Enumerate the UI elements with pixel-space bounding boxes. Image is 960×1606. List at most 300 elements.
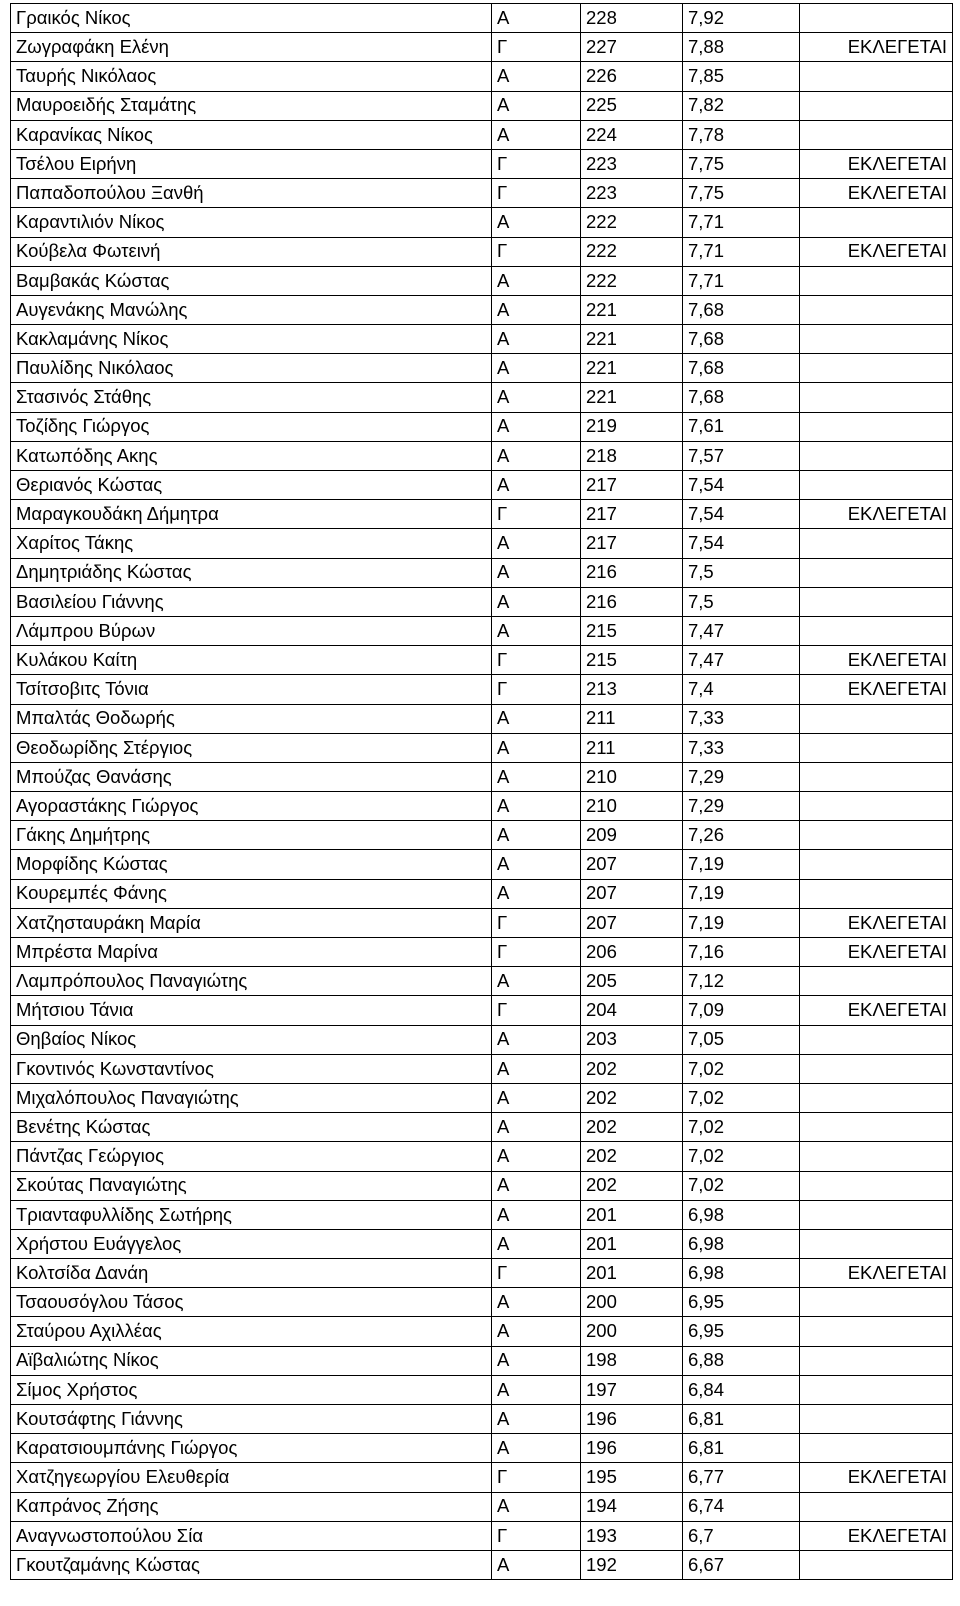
candidate-group: Γ xyxy=(492,237,581,266)
candidate-score: 6,81 xyxy=(683,1434,800,1463)
candidate-group: Α xyxy=(492,850,581,879)
table-row xyxy=(11,850,953,879)
candidate-name: Λαμπρόπουλος Παναγιώτης xyxy=(11,967,492,996)
table-row xyxy=(11,1025,953,1054)
table-row xyxy=(11,967,953,996)
candidate-score: 7,68 xyxy=(683,325,800,354)
candidate-group: Α xyxy=(492,558,581,587)
candidate-status: ΕΚΛΕΓΕΤΑΙ xyxy=(800,1521,953,1550)
candidate-status xyxy=(800,967,953,996)
candidate-name: Μπούζας Θανάσης xyxy=(11,762,492,791)
candidate-group: Α xyxy=(492,1171,581,1200)
candidate-name: Τριανταφυλλίδης Σωτήρης xyxy=(11,1200,492,1229)
table-row xyxy=(11,1492,953,1521)
candidate-status xyxy=(800,295,953,324)
candidate-name: Βενέτης Κώστας xyxy=(11,1113,492,1142)
table-row xyxy=(11,1375,953,1404)
candidate-status xyxy=(800,208,953,237)
table-row xyxy=(11,237,953,266)
candidate-score: 7,82 xyxy=(683,91,800,120)
table-row xyxy=(11,646,953,675)
table-row xyxy=(11,821,953,850)
candidate-score: 7,68 xyxy=(683,383,800,412)
candidate-name: Θεριανός Κώστας xyxy=(11,471,492,500)
candidate-name: Αγοραστάκης Γιώργος xyxy=(11,792,492,821)
candidate-status xyxy=(800,1288,953,1317)
candidate-group: Α xyxy=(492,1054,581,1083)
candidate-group: Α xyxy=(492,704,581,733)
table-row xyxy=(11,62,953,91)
candidate-group: Α xyxy=(492,1142,581,1171)
candidate-group: Α xyxy=(492,1025,581,1054)
table-row xyxy=(11,1405,953,1434)
candidate-votes: 215 xyxy=(581,616,683,645)
candidate-status xyxy=(800,1434,953,1463)
candidate-score: 7,54 xyxy=(683,500,800,529)
candidate-score: 7,71 xyxy=(683,208,800,237)
candidate-votes: 204 xyxy=(581,996,683,1025)
results-table xyxy=(10,3,953,1580)
table-row xyxy=(11,938,953,967)
candidate-score: 7,19 xyxy=(683,850,800,879)
candidate-votes: 223 xyxy=(581,149,683,178)
candidate-score: 7,68 xyxy=(683,354,800,383)
candidate-votes: 207 xyxy=(581,879,683,908)
candidate-score: 6,88 xyxy=(683,1346,800,1375)
candidate-votes: 207 xyxy=(581,908,683,937)
candidate-name: Μαραγκουδάκη Δήμητρα xyxy=(11,500,492,529)
candidate-votes: 222 xyxy=(581,208,683,237)
candidate-status: ΕΚΛΕΓΕΤΑΙ xyxy=(800,938,953,967)
candidate-votes: 203 xyxy=(581,1025,683,1054)
candidate-name: Γκουτζαμάνης Κώστας xyxy=(11,1550,492,1579)
candidate-group: Α xyxy=(492,1550,581,1579)
table-row xyxy=(11,33,953,62)
results-table-body xyxy=(11,4,953,1580)
candidate-name: Κυλάκου Καίτη xyxy=(11,646,492,675)
candidate-group: Γ xyxy=(492,996,581,1025)
candidate-name: Καρανίκας Νίκος xyxy=(11,120,492,149)
candidate-group: Α xyxy=(492,325,581,354)
candidate-status xyxy=(800,704,953,733)
table-row xyxy=(11,1113,953,1142)
table-row xyxy=(11,179,953,208)
candidate-score: 7,33 xyxy=(683,704,800,733)
candidate-group: Α xyxy=(492,529,581,558)
candidate-group: Α xyxy=(492,792,581,821)
table-row xyxy=(11,1142,953,1171)
candidate-votes: 217 xyxy=(581,500,683,529)
candidate-score: 7,85 xyxy=(683,62,800,91)
table-row xyxy=(11,879,953,908)
candidate-score: 7,75 xyxy=(683,149,800,178)
candidate-votes: 217 xyxy=(581,529,683,558)
table-row xyxy=(11,412,953,441)
candidate-name: Καρατσιουμπάνης Γιώργος xyxy=(11,1434,492,1463)
candidate-name: Κούβελα Φωτεινή xyxy=(11,237,492,266)
candidate-votes: 200 xyxy=(581,1288,683,1317)
candidate-status xyxy=(800,1142,953,1171)
candidate-group: Α xyxy=(492,879,581,908)
candidate-score: 7,88 xyxy=(683,33,800,62)
candidate-group: Γ xyxy=(492,1463,581,1492)
table-row xyxy=(11,266,953,295)
candidate-name: Τσέλου Ειρήνη xyxy=(11,149,492,178)
candidate-group: Γ xyxy=(492,938,581,967)
candidate-status xyxy=(800,120,953,149)
candidate-group: Α xyxy=(492,587,581,616)
candidate-score: 7,33 xyxy=(683,733,800,762)
candidate-name: Θηβαίος Νίκος xyxy=(11,1025,492,1054)
candidate-votes: 194 xyxy=(581,1492,683,1521)
table-row xyxy=(11,1317,953,1346)
candidate-group: Α xyxy=(492,1346,581,1375)
candidate-score: 6,7 xyxy=(683,1521,800,1550)
candidate-status: ΕΚΛΕΓΕΤΑΙ xyxy=(800,33,953,62)
candidate-votes: 222 xyxy=(581,237,683,266)
candidate-name: Μπαλτάς Θοδωρής xyxy=(11,704,492,733)
candidate-name: Αναγνωστοπούλου Σία xyxy=(11,1521,492,1550)
candidate-status xyxy=(800,91,953,120)
candidate-name: Θεοδωρίδης Στέργιος xyxy=(11,733,492,762)
table-row xyxy=(11,733,953,762)
candidate-votes: 223 xyxy=(581,179,683,208)
candidate-votes: 216 xyxy=(581,587,683,616)
candidate-votes: 224 xyxy=(581,120,683,149)
candidate-score: 7,29 xyxy=(683,762,800,791)
table-row xyxy=(11,704,953,733)
candidate-name: Κολτσίδα Δανάη xyxy=(11,1259,492,1288)
table-row xyxy=(11,1346,953,1375)
table-row xyxy=(11,1434,953,1463)
candidate-name: Βαμβακάς Κώστας xyxy=(11,266,492,295)
table-row xyxy=(11,471,953,500)
candidate-name: Ζωγραφάκη Ελένη xyxy=(11,33,492,62)
candidate-status xyxy=(800,4,953,33)
table-row xyxy=(11,500,953,529)
candidate-group: Γ xyxy=(492,500,581,529)
candidate-name: Καραντιλιόν Νίκος xyxy=(11,208,492,237)
candidate-score: 7,02 xyxy=(683,1113,800,1142)
candidate-votes: 193 xyxy=(581,1521,683,1550)
candidate-name: Χρήστου Ευάγγελος xyxy=(11,1229,492,1258)
candidate-status xyxy=(800,821,953,850)
candidate-group: Γ xyxy=(492,1259,581,1288)
candidate-votes: 211 xyxy=(581,704,683,733)
candidate-name: Τοζίδης Γιώργος xyxy=(11,412,492,441)
candidate-status xyxy=(800,558,953,587)
candidate-group: Α xyxy=(492,441,581,470)
candidate-name: Στασινός Στάθης xyxy=(11,383,492,412)
candidate-status xyxy=(800,733,953,762)
table-row xyxy=(11,354,953,383)
table-row xyxy=(11,1288,953,1317)
candidate-status: ΕΚΛΕΓΕΤΑΙ xyxy=(800,996,953,1025)
candidate-name: Κακλαμάνης Νίκος xyxy=(11,325,492,354)
candidate-name: Σταύρου Αχιλλέας xyxy=(11,1317,492,1346)
candidate-group: Α xyxy=(492,616,581,645)
candidate-score: 6,95 xyxy=(683,1317,800,1346)
table-row xyxy=(11,120,953,149)
candidate-score: 7,47 xyxy=(683,646,800,675)
table-row xyxy=(11,1200,953,1229)
candidate-votes: 227 xyxy=(581,33,683,62)
candidate-group: Α xyxy=(492,1113,581,1142)
candidate-votes: 215 xyxy=(581,646,683,675)
table-row xyxy=(11,325,953,354)
candidate-status: ΕΚΛΕΓΕΤΑΙ xyxy=(800,149,953,178)
table-row xyxy=(11,558,953,587)
candidate-score: 6,67 xyxy=(683,1550,800,1579)
table-row xyxy=(11,1083,953,1112)
candidate-status xyxy=(800,1550,953,1579)
candidate-score: 6,95 xyxy=(683,1288,800,1317)
candidate-name: Ταυρής Νικόλαος xyxy=(11,62,492,91)
candidate-status xyxy=(800,1317,953,1346)
candidate-votes: 221 xyxy=(581,295,683,324)
candidate-group: Γ xyxy=(492,646,581,675)
candidate-group: Α xyxy=(492,1229,581,1258)
candidate-score: 6,84 xyxy=(683,1375,800,1404)
candidate-score: 7,47 xyxy=(683,616,800,645)
candidate-group: Α xyxy=(492,295,581,324)
candidate-votes: 202 xyxy=(581,1113,683,1142)
candidate-name: Μαυροειδής Σταμάτης xyxy=(11,91,492,120)
candidate-status: ΕΚΛΕΓΕΤΑΙ xyxy=(800,179,953,208)
candidate-votes: 225 xyxy=(581,91,683,120)
table-row xyxy=(11,383,953,412)
candidate-name: Γάκης Δημήτρης xyxy=(11,821,492,850)
table-row xyxy=(11,1259,953,1288)
candidate-score: 7,02 xyxy=(683,1142,800,1171)
candidate-status xyxy=(800,1054,953,1083)
candidate-score: 7,92 xyxy=(683,4,800,33)
candidate-group: Α xyxy=(492,471,581,500)
candidate-status: ΕΚΛΕΓΕΤΑΙ xyxy=(800,500,953,529)
candidate-group: Α xyxy=(492,821,581,850)
table-row xyxy=(11,4,953,33)
candidate-group: Α xyxy=(492,1200,581,1229)
candidate-status xyxy=(800,792,953,821)
candidate-score: 7,75 xyxy=(683,179,800,208)
candidate-score: 7,61 xyxy=(683,412,800,441)
candidate-group: Α xyxy=(492,733,581,762)
candidate-group: Α xyxy=(492,62,581,91)
table-row xyxy=(11,908,953,937)
candidate-name: Κατωπόδης Ακης xyxy=(11,441,492,470)
candidate-group: Α xyxy=(492,1405,581,1434)
table-row xyxy=(11,996,953,1025)
candidate-score: 6,81 xyxy=(683,1405,800,1434)
table-row xyxy=(11,149,953,178)
candidate-votes: 221 xyxy=(581,325,683,354)
candidate-status xyxy=(800,354,953,383)
candidate-group: Α xyxy=(492,1492,581,1521)
candidate-score: 7,12 xyxy=(683,967,800,996)
candidate-name: Γκοντινός Κωνσταντίνος xyxy=(11,1054,492,1083)
candidate-name: Μήτσιου Τάνια xyxy=(11,996,492,1025)
candidate-votes: 195 xyxy=(581,1463,683,1492)
candidate-group: Γ xyxy=(492,908,581,937)
candidate-status xyxy=(800,1492,953,1521)
candidate-votes: 217 xyxy=(581,471,683,500)
table-row xyxy=(11,441,953,470)
candidate-votes: 202 xyxy=(581,1054,683,1083)
candidate-votes: 201 xyxy=(581,1200,683,1229)
candidate-votes: 196 xyxy=(581,1434,683,1463)
candidate-status xyxy=(800,850,953,879)
candidate-group: Γ xyxy=(492,33,581,62)
candidate-name: Κουρεμπές Φάνης xyxy=(11,879,492,908)
candidate-status xyxy=(800,471,953,500)
candidate-score: 7,29 xyxy=(683,792,800,821)
table-row xyxy=(11,1521,953,1550)
candidate-votes: 201 xyxy=(581,1229,683,1258)
candidate-score: 7,19 xyxy=(683,908,800,937)
candidate-group: Α xyxy=(492,120,581,149)
candidate-votes: 207 xyxy=(581,850,683,879)
candidate-score: 7,5 xyxy=(683,587,800,616)
candidate-votes: 210 xyxy=(581,792,683,821)
candidate-group: Γ xyxy=(492,675,581,704)
table-row xyxy=(11,91,953,120)
candidate-votes: 213 xyxy=(581,675,683,704)
table-row xyxy=(11,762,953,791)
candidate-name: Αυγενάκης Μανώλης xyxy=(11,295,492,324)
candidate-score: 7,57 xyxy=(683,441,800,470)
candidate-score: 6,98 xyxy=(683,1259,800,1288)
candidate-status xyxy=(800,879,953,908)
candidate-group: Α xyxy=(492,1434,581,1463)
candidate-name: Μπρέστα Μαρίνα xyxy=(11,938,492,967)
candidate-status xyxy=(800,1200,953,1229)
candidate-status: ΕΚΛΕΓΕΤΑΙ xyxy=(800,1259,953,1288)
candidate-score: 7,5 xyxy=(683,558,800,587)
candidate-votes: 211 xyxy=(581,733,683,762)
candidate-status xyxy=(800,1346,953,1375)
candidate-score: 6,98 xyxy=(683,1200,800,1229)
candidate-group: Α xyxy=(492,354,581,383)
table-row xyxy=(11,675,953,704)
candidate-score: 7,16 xyxy=(683,938,800,967)
table-row xyxy=(11,1054,953,1083)
candidate-status: ΕΚΛΕΓΕΤΑΙ xyxy=(800,908,953,937)
candidate-name: Λάμπρου Βύρων xyxy=(11,616,492,645)
candidate-group: Γ xyxy=(492,1521,581,1550)
candidate-status xyxy=(800,1405,953,1434)
candidate-votes: 206 xyxy=(581,938,683,967)
candidate-votes: 200 xyxy=(581,1317,683,1346)
candidate-name: Μορφίδης Κώστας xyxy=(11,850,492,879)
candidate-group: Α xyxy=(492,266,581,295)
table-row xyxy=(11,792,953,821)
candidate-name: Σίμος Χρήστος xyxy=(11,1375,492,1404)
candidate-status: ΕΚΛΕΓΕΤΑΙ xyxy=(800,675,953,704)
candidate-name: Παυλίδης Νικόλαος xyxy=(11,354,492,383)
table-row xyxy=(11,616,953,645)
candidate-score: 6,77 xyxy=(683,1463,800,1492)
candidate-group: Α xyxy=(492,1083,581,1112)
candidate-score: 7,78 xyxy=(683,120,800,149)
table-row xyxy=(11,587,953,616)
candidate-status: ΕΚΛΕΓΕΤΑΙ xyxy=(800,237,953,266)
candidate-votes: 209 xyxy=(581,821,683,850)
candidate-status xyxy=(800,616,953,645)
candidate-status xyxy=(800,1375,953,1404)
candidate-name: Αϊβαλιώτης Νίκος xyxy=(11,1346,492,1375)
candidate-name: Παπαδοπούλου Ξανθή xyxy=(11,179,492,208)
candidate-votes: 221 xyxy=(581,383,683,412)
candidate-status xyxy=(800,529,953,558)
candidate-votes: 222 xyxy=(581,266,683,295)
table-row xyxy=(11,1229,953,1258)
candidate-score: 7,26 xyxy=(683,821,800,850)
table-row xyxy=(11,529,953,558)
candidate-score: 7,02 xyxy=(683,1083,800,1112)
candidate-group: Α xyxy=(492,1375,581,1404)
candidate-status xyxy=(800,1113,953,1142)
candidate-score: 7,54 xyxy=(683,471,800,500)
candidate-name: Πάντζας Γεώργιος xyxy=(11,1142,492,1171)
candidate-status xyxy=(800,1229,953,1258)
candidate-score: 7,54 xyxy=(683,529,800,558)
candidate-name: Κουτσάφτης Γιάννης xyxy=(11,1405,492,1434)
table-row xyxy=(11,295,953,324)
candidate-votes: 205 xyxy=(581,967,683,996)
candidate-group: Α xyxy=(492,967,581,996)
candidate-group: Α xyxy=(492,1288,581,1317)
candidate-votes: 198 xyxy=(581,1346,683,1375)
candidate-status xyxy=(800,762,953,791)
candidate-score: 6,74 xyxy=(683,1492,800,1521)
candidate-group: Α xyxy=(492,762,581,791)
candidate-score: 7,19 xyxy=(683,879,800,908)
candidate-name: Δημητριάδης Κώστας xyxy=(11,558,492,587)
candidate-name: Σκούτας Παναγιώτης xyxy=(11,1171,492,1200)
table-row xyxy=(11,208,953,237)
candidate-name: Χατζησταυράκη Μαρία xyxy=(11,908,492,937)
candidate-name: Τσίτσοβιτς Τόνια xyxy=(11,675,492,704)
candidate-votes: 218 xyxy=(581,441,683,470)
candidate-score: 7,71 xyxy=(683,266,800,295)
candidate-group: Α xyxy=(492,1317,581,1346)
candidate-group: Α xyxy=(492,91,581,120)
candidate-group: Α xyxy=(492,208,581,237)
candidate-name: Γραικός Νίκος xyxy=(11,4,492,33)
candidate-group: Α xyxy=(492,412,581,441)
candidate-votes: 192 xyxy=(581,1550,683,1579)
candidate-status xyxy=(800,1171,953,1200)
candidate-status xyxy=(800,1083,953,1112)
candidate-name: Τσαουσόγλου Τάσος xyxy=(11,1288,492,1317)
candidate-score: 7,71 xyxy=(683,237,800,266)
candidate-votes: 219 xyxy=(581,412,683,441)
candidate-name: Καπράνος Ζήσης xyxy=(11,1492,492,1521)
candidate-score: 7,05 xyxy=(683,1025,800,1054)
candidate-status xyxy=(800,441,953,470)
candidate-score: 7,09 xyxy=(683,996,800,1025)
candidate-votes: 228 xyxy=(581,4,683,33)
candidate-votes: 201 xyxy=(581,1259,683,1288)
candidate-votes: 196 xyxy=(581,1405,683,1434)
candidate-group: Α xyxy=(492,383,581,412)
candidate-votes: 197 xyxy=(581,1375,683,1404)
table-row xyxy=(11,1550,953,1579)
candidate-status xyxy=(800,412,953,441)
candidate-name: Χατζηγεωργίου Ελευθερία xyxy=(11,1463,492,1492)
candidate-votes: 202 xyxy=(581,1083,683,1112)
candidate-status: ΕΚΛΕΓΕΤΑΙ xyxy=(800,646,953,675)
